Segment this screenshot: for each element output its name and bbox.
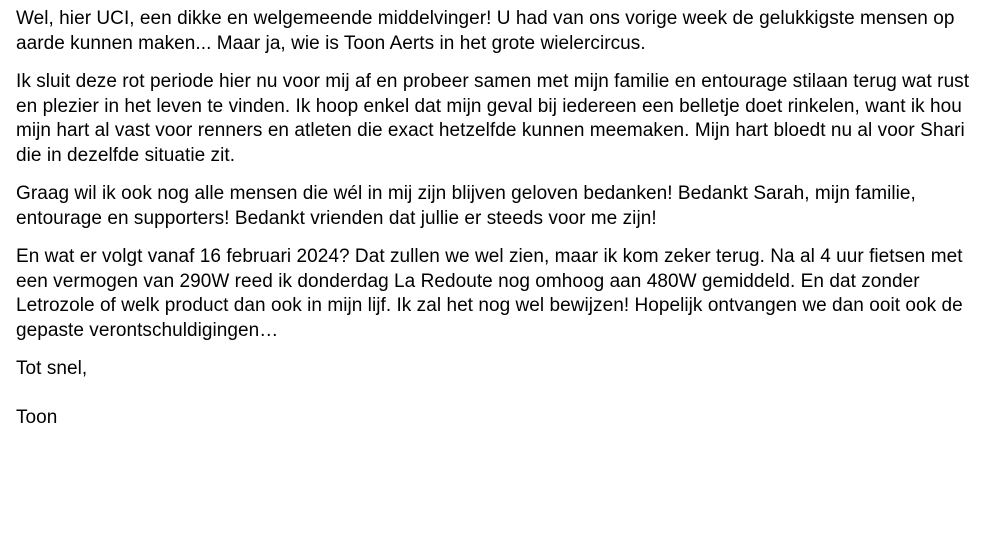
letter-paragraph-2: Ik sluit deze rot periode hier nu voor mij af en probeer samen met mijn familie en entourage stilaan terug wat rust en plezier in het leven te vinden. Ik hoop enkel dat mijn geval bij iedereen een belletje doet rinkelen, want ik hou mijn hart al vast voor renners en atleten die exact hetzelfde kunnen meemaken. Mijn hart bloedt nu al voor Shari die in dezelfde situatie zit. <box>16 71 970 166</box>
letter-closing: Tot snel, <box>16 358 88 379</box>
letter-document <box>16 7 978 444</box>
letter-paragraph-1: Wel, hier UCI, een dikke en welgemeende middelvinger! U had van ons vorige week de gelukkigste mensen op aarde kunnen maken... Maar ja, wie is Toon Aerts in het grote wielercircus. <box>16 8 955 54</box>
letter-signature: Toon <box>16 406 58 428</box>
letter-paragraph-3: Graag wil ik ook nog alle mensen die wél in mij zijn blijven geloven bedanken! Bedankt Sarah, mijn familie, entourage en supporters! Bedankt vrienden dat jullie er steeds voor me zijn! <box>16 183 916 229</box>
letter-paragraph-4: En wat er volgt vanaf 16 februari 2024? Dat zullen we wel zien, maar ik kom zeker terug. Na al 4 uur fietsen met een vermogen van 290W reed ik donderdag La Redoute nog omhoog aan 480W gemiddeld. En dat zonder Letrozole of welk product dan ook in mijn lijf. Ik zal het nog wel bewijzen! Hopelijk ontvangen we dan ooit ook de gepaste verontschuldigingen… <box>16 246 963 341</box>
